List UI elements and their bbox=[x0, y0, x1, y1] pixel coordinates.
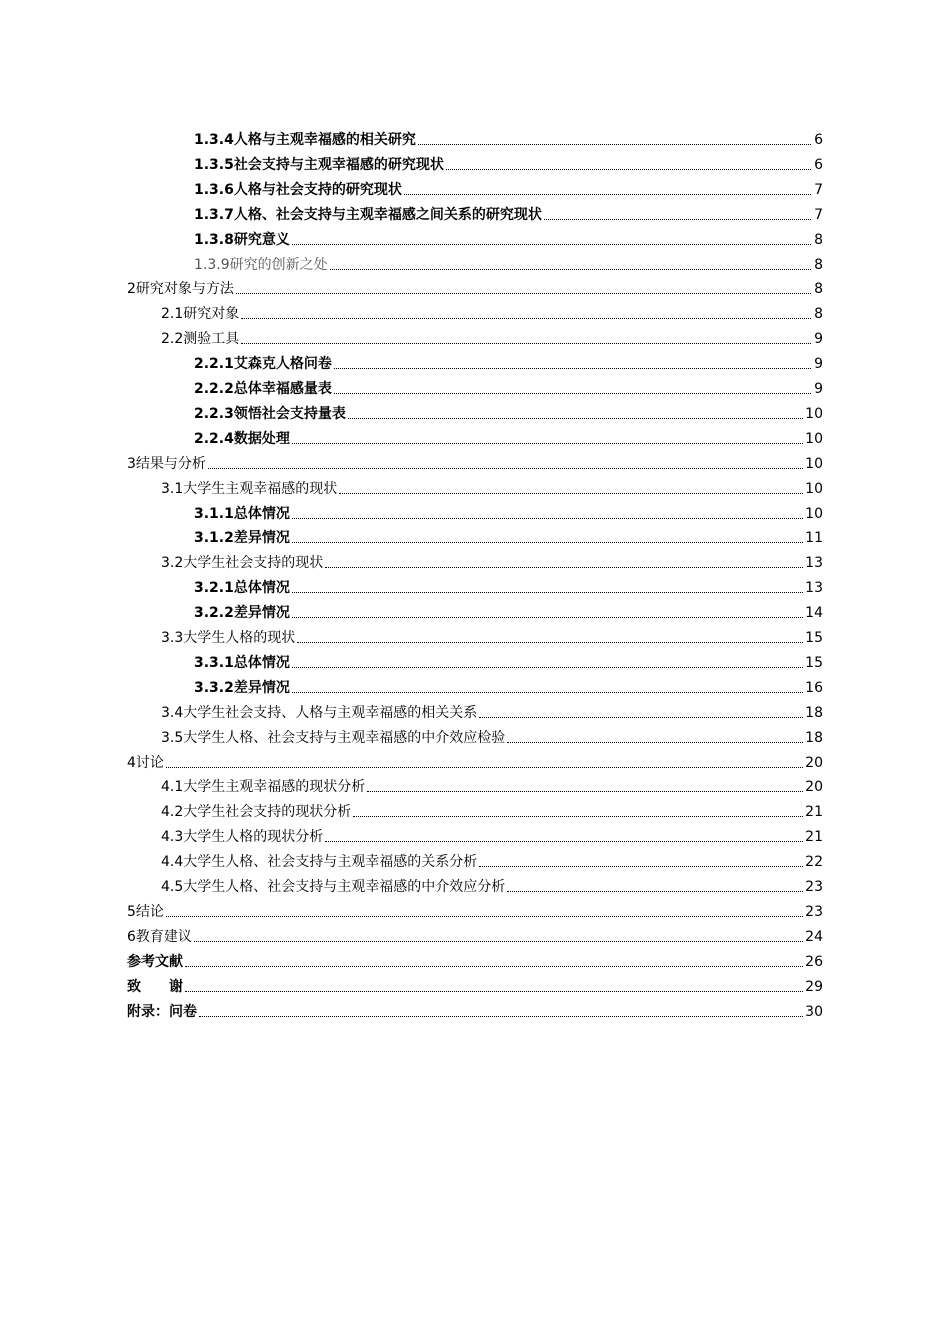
toc-entry-title: 3.1.2差异情况 bbox=[194, 530, 290, 547]
dot-leader bbox=[194, 940, 803, 942]
toc-entry[interactable] bbox=[194, 673, 823, 697]
toc-entry-title: 3.2大学生社会支持的现状 bbox=[161, 555, 324, 572]
toc-entry[interactable] bbox=[194, 200, 823, 224]
toc-entry-page-number: 21 bbox=[805, 804, 823, 821]
toc-entry-page-number: 20 bbox=[805, 754, 823, 771]
toc-entry-title: 致 谢 bbox=[127, 978, 183, 995]
toc-entry-page-number: 16 bbox=[805, 679, 823, 696]
toc-entry[interactable] bbox=[194, 424, 823, 448]
toc-entry-page-number: 15 bbox=[805, 654, 823, 671]
toc-entry-page-number: 14 bbox=[805, 605, 823, 622]
dot-leader bbox=[166, 915, 803, 917]
toc-entry[interactable] bbox=[194, 125, 823, 149]
toc-entry-title: 3结果与分析 bbox=[127, 455, 206, 472]
toc-entry-page-number: 13 bbox=[805, 555, 823, 572]
toc-entry-page-number: 10 bbox=[805, 430, 823, 447]
toc-entry-title: 1.3.5社会支持与主观幸福感的研究现状 bbox=[194, 156, 444, 173]
dot-leader bbox=[479, 865, 803, 867]
dot-leader bbox=[330, 268, 811, 270]
toc-entry-title: 3.2.2差异情况 bbox=[194, 605, 290, 622]
toc-entry-page-number: 7 bbox=[814, 206, 823, 223]
toc-entry-title: 5结论 bbox=[127, 903, 164, 920]
toc-entry-title: 3.1.1总体情况 bbox=[194, 505, 290, 522]
toc-entry-page-number: 8 bbox=[814, 231, 823, 248]
toc-entry[interactable] bbox=[194, 225, 823, 249]
dot-leader bbox=[292, 691, 803, 693]
toc-entry-page-number: 21 bbox=[805, 829, 823, 846]
toc-entry[interactable] bbox=[194, 374, 823, 398]
toc-entry-page-number: 22 bbox=[805, 854, 823, 871]
dot-leader bbox=[199, 1015, 803, 1017]
toc-entry-page-number: 20 bbox=[805, 779, 823, 796]
toc-entry-page-number: 26 bbox=[805, 953, 823, 970]
toc-entry-page-number: 8 bbox=[814, 256, 823, 273]
dot-leader bbox=[334, 392, 811, 394]
dot-leader bbox=[367, 790, 803, 792]
toc-entry[interactable] bbox=[194, 499, 823, 523]
dot-leader bbox=[507, 890, 803, 892]
toc-entry[interactable] bbox=[161, 623, 823, 647]
toc-entry-title: 4.1大学生主观幸福感的现状分析 bbox=[161, 779, 366, 796]
toc-entry-page-number: 24 bbox=[805, 928, 823, 945]
toc-entry[interactable] bbox=[127, 274, 823, 298]
toc-entry[interactable] bbox=[161, 474, 823, 498]
dot-leader bbox=[292, 243, 811, 245]
dot-leader bbox=[292, 442, 803, 444]
dot-leader bbox=[241, 317, 811, 319]
toc-entry-page-number: 23 bbox=[805, 879, 823, 895]
toc-entry-title: 3.1大学生主观幸福感的现状 bbox=[161, 480, 338, 497]
dot-leader bbox=[339, 492, 803, 494]
dot-leader bbox=[208, 467, 803, 469]
toc-entry-page-number: 13 bbox=[805, 580, 823, 597]
toc-entry-title: 2.2测验工具 bbox=[161, 331, 240, 348]
toc-entry-title: 1.3.7人格、社会支持与主观幸福感之间关系的研究现状 bbox=[194, 206, 542, 223]
toc-entry-title: 1.3.6人格与社会支持的研究现状 bbox=[194, 181, 402, 198]
dot-leader bbox=[292, 517, 803, 519]
toc-entry[interactable] bbox=[194, 175, 823, 199]
toc-entry[interactable] bbox=[127, 748, 823, 772]
dot-leader bbox=[292, 616, 803, 618]
toc-entry-title: 1.3.4人格与主观幸福感的相关研究 bbox=[194, 132, 416, 148]
toc-entry-page-number: 9 bbox=[814, 331, 823, 348]
dot-leader bbox=[185, 990, 803, 992]
toc-entry-title: 4.3大学生人格的现状分析 bbox=[161, 829, 324, 846]
toc-entry-title: 参考文献 bbox=[127, 953, 183, 970]
toc-entry-title: 3.3.1总体情况 bbox=[194, 654, 290, 671]
toc-entry[interactable] bbox=[194, 349, 823, 373]
toc-entry-title: 3.5大学生人格、社会支持与主观幸福感的中介效应检验 bbox=[161, 729, 506, 746]
toc-entry[interactable] bbox=[127, 897, 823, 921]
toc-entry[interactable] bbox=[194, 150, 823, 174]
toc-entry[interactable] bbox=[127, 922, 823, 946]
toc-entry-title: 2.2.1艾森克人格问卷 bbox=[194, 356, 332, 373]
toc-entry-title: 3.3大学生人格的现状 bbox=[161, 630, 296, 646]
toc-entry[interactable] bbox=[161, 723, 823, 747]
toc-entry-page-number: 10 bbox=[805, 480, 823, 497]
toc-entry-page-number: 8 bbox=[814, 306, 823, 323]
dot-leader bbox=[297, 641, 803, 643]
dot-leader bbox=[292, 541, 803, 543]
toc-entry-page-number: 30 bbox=[805, 1003, 823, 1020]
toc-entry-page-number: 10 bbox=[805, 455, 823, 472]
toc-entry-page-number: 11 bbox=[805, 530, 823, 547]
dot-leader bbox=[446, 168, 811, 170]
toc-entry[interactable] bbox=[161, 797, 823, 821]
toc-entry-title: 2.2.2总体幸福感量表 bbox=[194, 381, 332, 397]
toc-entry-title: 6教育建议 bbox=[127, 928, 192, 945]
toc-entry[interactable] bbox=[161, 698, 823, 722]
dot-leader bbox=[404, 193, 811, 195]
dot-leader bbox=[348, 417, 803, 419]
toc-entry[interactable] bbox=[161, 548, 823, 572]
toc-entry-page-number: 23 bbox=[805, 903, 823, 920]
toc-entry[interactable] bbox=[161, 872, 823, 896]
toc-entry-page-number: 9 bbox=[814, 381, 823, 397]
toc-entry[interactable] bbox=[127, 997, 823, 1021]
toc-entry-page-number: 6 bbox=[814, 156, 823, 173]
dot-leader bbox=[236, 292, 811, 294]
toc-entry[interactable] bbox=[161, 772, 823, 796]
toc-entry-page-number: 7 bbox=[814, 181, 823, 198]
toc-entry[interactable] bbox=[194, 250, 823, 274]
toc-entry[interactable] bbox=[194, 648, 823, 672]
dot-leader bbox=[292, 666, 803, 668]
toc-entry[interactable] bbox=[127, 972, 823, 996]
toc-entry-title: 4讨论 bbox=[127, 754, 164, 771]
toc-entry[interactable] bbox=[194, 598, 823, 622]
toc-entry-page-number: 10 bbox=[805, 405, 823, 422]
toc-entry-title: 3.4大学生社会支持、人格与主观幸福感的相关关系 bbox=[161, 704, 478, 721]
toc-entry[interactable] bbox=[161, 299, 823, 323]
dot-leader bbox=[334, 367, 811, 369]
toc-entry-title: 3.2.1总体情况 bbox=[194, 580, 290, 597]
dot-leader bbox=[241, 342, 811, 344]
toc-entry[interactable] bbox=[127, 947, 823, 971]
dot-leader bbox=[325, 840, 803, 842]
toc-entry-title: 2.2.3领悟社会支持量表 bbox=[194, 405, 346, 422]
dot-leader bbox=[507, 741, 803, 743]
dot-leader bbox=[292, 591, 803, 593]
dot-leader bbox=[185, 965, 803, 967]
toc-entry-page-number: 6 bbox=[814, 132, 823, 148]
toc-entry-page-number: 29 bbox=[805, 978, 823, 995]
toc-entry-title: 2研究对象与方法 bbox=[127, 281, 234, 298]
toc-entry-title: 1.3.9研究的创新之处 bbox=[194, 256, 328, 273]
toc-entry[interactable] bbox=[161, 847, 823, 871]
dot-leader bbox=[544, 218, 811, 220]
dot-leader bbox=[325, 566, 803, 568]
toc-entry-title: 1.3.8研究意义 bbox=[194, 231, 290, 248]
toc-entry-page-number: 18 bbox=[805, 729, 823, 746]
toc-entry-page-number: 9 bbox=[814, 356, 823, 373]
toc-entry[interactable] bbox=[194, 399, 823, 423]
toc-entry[interactable] bbox=[194, 573, 823, 597]
toc-entry-page-number: 15 bbox=[805, 630, 823, 646]
toc-entry-page-number: 8 bbox=[814, 281, 823, 298]
toc-entry[interactable] bbox=[194, 523, 823, 547]
toc-entry-title: 4.2大学生社会支持的现状分析 bbox=[161, 804, 352, 821]
toc-entry-page-number: 10 bbox=[805, 505, 823, 522]
toc-entry[interactable] bbox=[161, 324, 823, 348]
toc-entry-title: 2.1研究对象 bbox=[161, 306, 240, 323]
toc-entry[interactable] bbox=[161, 822, 823, 846]
dot-leader bbox=[418, 143, 811, 145]
toc-entry-title: 4.4大学生人格、社会支持与主观幸福感的关系分析 bbox=[161, 854, 478, 871]
toc-entry[interactable] bbox=[127, 449, 823, 473]
dot-leader bbox=[166, 766, 803, 768]
dot-leader bbox=[479, 716, 803, 718]
toc-entry-page-number: 18 bbox=[805, 704, 823, 721]
toc-entry-title: 4.5大学生人格、社会支持与主观幸福感的中介效应分析 bbox=[161, 879, 506, 895]
toc-entry-title: 附录：问卷 bbox=[127, 1003, 197, 1020]
toc-entry-title: 2.2.4数据处理 bbox=[194, 430, 290, 447]
dot-leader bbox=[353, 815, 803, 817]
toc-entry-title: 3.3.2差异情况 bbox=[194, 679, 290, 696]
